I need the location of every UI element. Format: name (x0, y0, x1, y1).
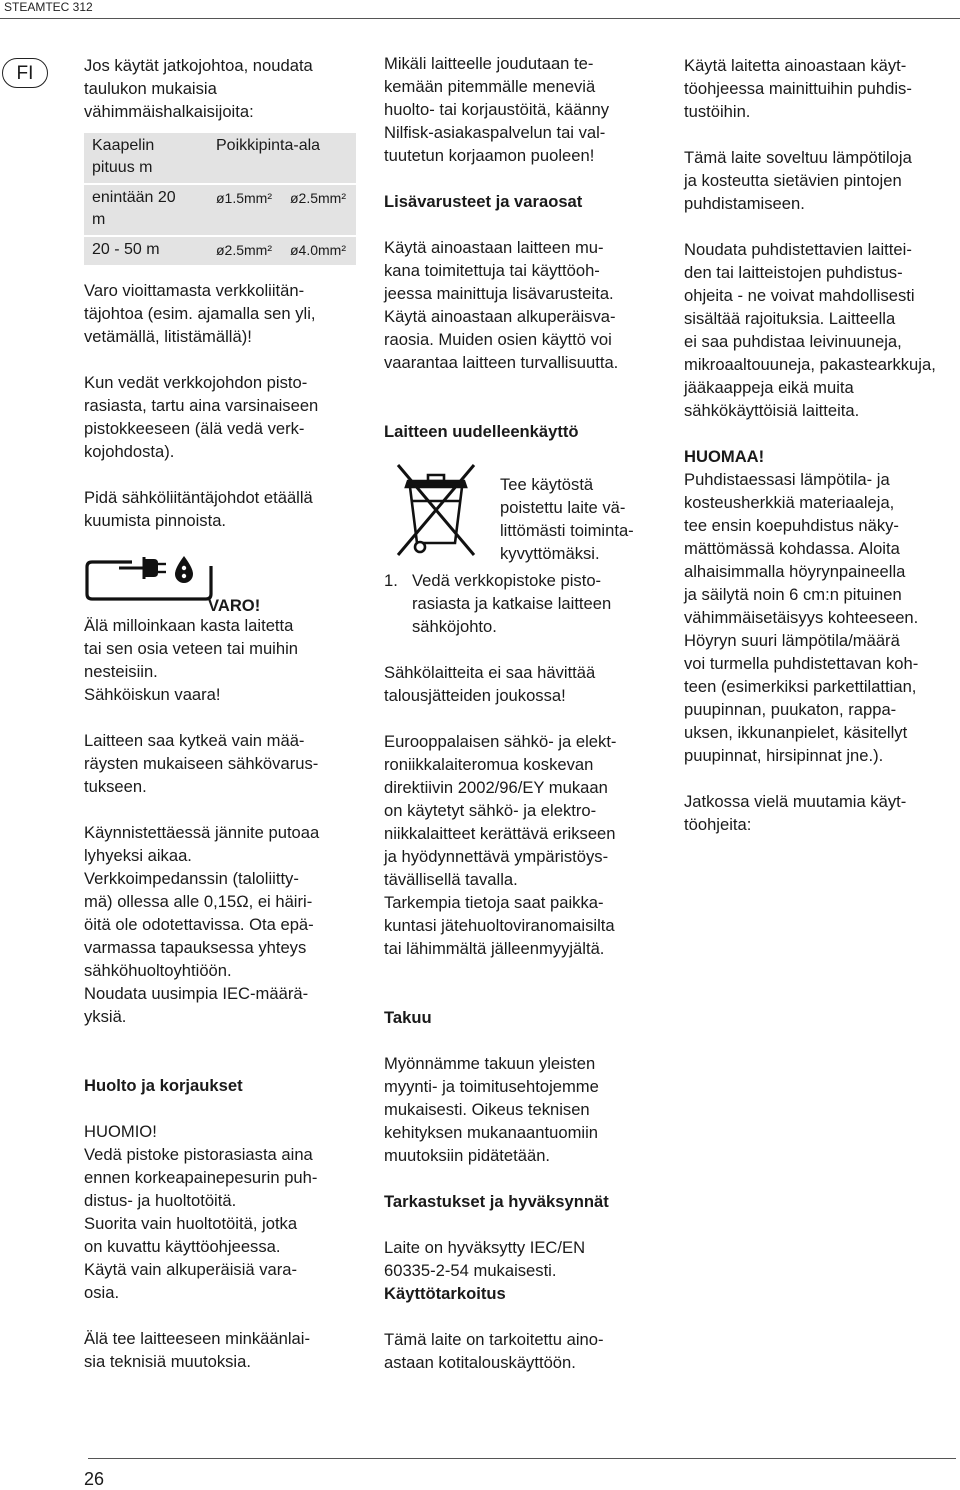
unplug-instruction: Kun vedät verkkojohdon pisto- rasiasta, tartu aina varsinaiseen pistokkeeseen (älä vedä verk- kojohdosta). (84, 373, 319, 461)
weee-block (384, 457, 672, 569)
more-instructions-text: Jatkossa vielä muutamia käyt- töohjeita: (684, 792, 907, 834)
approvals-text: Laite on hyväksytty IEC/EN 60335-2-54 mukaisesti. (384, 1238, 586, 1280)
approvals-heading: Tarkastukset ja hyväksynnät (384, 1192, 609, 1211)
column-2 (384, 52, 672, 1374)
step-1 (384, 569, 672, 638)
warranty-text: Myönnämme takuun yleisten myynti- ja toimitusehtojemme mukaisesti. Oikeus teknisen kehityksen mukanaantuomiin muutoksiin pidätetään. (384, 1054, 599, 1165)
directive-text: Eurooppalaisen sähkö- ja elekt- roniikkalaiteromua koskevan direktiivin 2002/96/EY mukaan on käytetyt sähkö- ja elektro- niikkalaitteet kerättävä erikseen ja hyödynnettävä ympäristöys- tävällisellä tavalla. Tarkempia tietoja saat paikka- kuntasi jätehuoltoviranomaisilta tai lähimmältä jälleenmyyjältä. (384, 732, 617, 958)
suitability-text: Tämä laite soveltuu lämpötiloja ja kosteutta sietävien pintojen puhdistamiseen. (684, 148, 912, 213)
cord-damage-warning: Varo vioittamasta verkkoliitän- täjohtoa (esim. ajamalla sen yli, vetämällä, litistämällä)! (84, 281, 316, 346)
weee-text: Tee käytöstä poistettu laite vä- littömästi toiminta- kyvyttömäksi. (500, 475, 634, 563)
table-header-section: Poikkipinta-ala (216, 137, 321, 154)
table-cell-section-a: ø1.5mm² (208, 184, 282, 236)
table-row (84, 184, 356, 236)
purpose-heading: Käyttötarkoitus (384, 1284, 506, 1303)
connection-requirement: Laitteen saa kytkeä vain mää- räysten mukaiseen sähkövarus- tukseen. (84, 731, 319, 796)
purpose-text: Tämä laite on tarkoitettu aino- astaan kotitalouskäyttöön. (384, 1330, 604, 1372)
table-cell-section-b: ø2.5mm² (282, 184, 356, 236)
header-rule (0, 18, 960, 19)
reuse-heading: Laitteen uudelleenkäyttö (384, 422, 579, 441)
table-header-length: Kaapelin pituus m (92, 137, 155, 176)
language-badge: FI (2, 58, 48, 88)
table-row (84, 236, 356, 265)
step-number: 1. (384, 571, 398, 590)
page-number: 26 (84, 1469, 105, 1489)
warning-block (84, 554, 370, 614)
header-label: STEAMTEC 312 (4, 0, 93, 14)
repair-text: Mikäli laitteelle joudutaan te- kemään pitemmälle meneviä huolto- tai korjaustöitä, käänny Nilfisk-asiakaspalvelun tai val- tuutetun korjaamon puoleen! (384, 54, 610, 165)
follow-instructions-text: Noudata puhdistettavien laittei- den tai laitteistojen puhdistus- ohjeita - ne voivat mahdollisesti sisältää rajoituksia. Laitteella ei saa puhdistaa leivinuuneja, mikroaaltouuneja, pakastearkkuja, jääkaappeja eikä muita sähkökäyttöisiä laitteita. (684, 240, 936, 420)
service-text: HUOMIO! Vedä pistoke pistorasiasta aina ennen korkeapainepesurin puh- distus- ja huoltotöitä. Suorita vain huoltotöitä, jotka on kuvattu käyttöohjeessa. Käytä vain alkuperäisiä vara- osia. (84, 1122, 318, 1302)
caution-heading: VARO! (208, 596, 261, 615)
accessories-text: Käytä ainoastaan laitteen mu- kana toimitettuja tai käyttöoh- jeessa mainittuja lisävarusteita. Käytä ainoastaan alkuperäisva- raosia. Muiden osien käyttö voi vaarantaa laitteen turvallisuutta. (384, 238, 619, 372)
note-text: Puhdistaessasi lämpötila- ja kosteusherkkiä materiaaleja, tee ensin koepuhdistus näky- mättömässä kohdassa. Aloita alhaisimmalla höyrynpaineella ja säilytä noin 6 cm:n pituinen vähimmäisetäisyys kohteeseen. Höyryn suuri lämpötila/määrä voi turmella puhdistettavan koh- teen (esimerkiksi parkettilattian, puupinnan, puukaton, rappa- uksen, ikkunanpielet, käsitellyt puupinnat, hirsipinnat jne.). (684, 470, 919, 765)
water-warning: Älä milloinkaan kasta laitetta tai sen osia veteen tai muihin nesteisiin. Sähköiskun vaara! (84, 616, 299, 704)
crossed-out-wheelie-bin-icon (384, 457, 488, 561)
usage-text: Käytä laitetta ainoastaan käyt- töohjeessa mainittuihin puhdis- tustöihin. (684, 56, 912, 121)
accessories-heading: Lisävarusteet ja varaosat (384, 192, 583, 211)
note-heading: HUOMAA! (684, 447, 765, 466)
step-text: Vedä verkkopistoke pisto- rasiasta ja katkaise laitteen sähköjohto. (412, 571, 612, 636)
plug-water-warning-icon (84, 554, 216, 610)
table-cell-section-b: ø4.0mm² (282, 236, 356, 265)
column-1 (84, 54, 370, 1373)
voltage-note: Käynnistettäessä jännite putoaa lyhyeksi aikaa. Verkkoimpedanssin (taloliitty- mä) ollessa alle 0,15Ω, ei häiri- öitä ole odotettavissa. Ota epä- varmassa tapauksessa yhteys sähköhuoltoyhtiöön. Noudata uusimpia IEC-määrä- yksiä. (84, 823, 320, 1026)
hot-surface-warning: Pidä sähköliitäntäjohdot etäällä kuumista pinnoista. (84, 488, 313, 530)
extension-cord-intro: Jos käytät jatkojohtoa, noudata taulukon mukaisia vähimmäishalkaisijoita: (84, 56, 313, 121)
table-cell-section-a: ø2.5mm² (208, 236, 282, 265)
warranty-heading: Takuu (384, 1008, 432, 1027)
column-3 (684, 54, 956, 836)
no-modification-text: Älä tee laitteeseen minkäänlai- sia teknisiä muutoksia. (84, 1329, 310, 1371)
table-header-row (84, 133, 356, 184)
footer-rule (88, 1458, 956, 1459)
cable-table (84, 133, 356, 265)
table-cell-length: 20 - 50 m (84, 236, 208, 265)
service-heading: Huolto ja korjaukset (84, 1076, 243, 1095)
table-cell-length: enintään 20 m (84, 184, 208, 236)
household-waste-text: Sähkölaitteita ei saa hävittää talousjätteiden joukossa! (384, 663, 596, 705)
